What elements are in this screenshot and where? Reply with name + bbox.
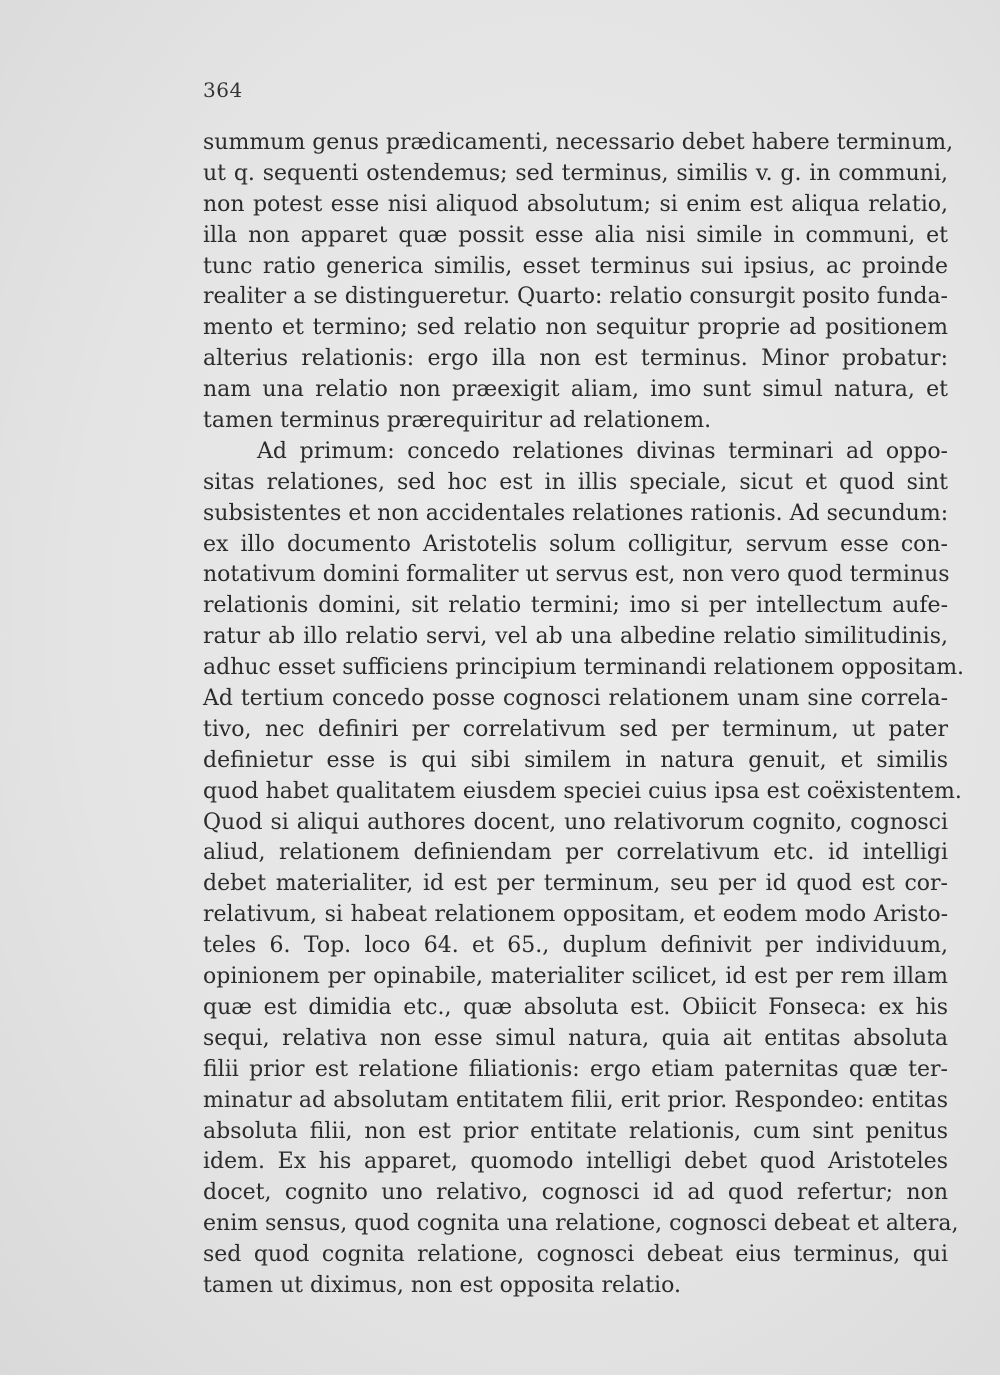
text-line: ut q. sequenti ostendemus; sed terminus, similis v. g. in communi,: [203, 160, 948, 186]
text-line: absoluta filii, non est prior entitate relationis, cum sint penitus: [203, 1118, 948, 1144]
text-line: realiter a se distingueretur. Quarto: relatio consurgit posito funda-: [203, 284, 948, 310]
text-line: alterius relationis: ergo illa non est terminus. Minor probatur:: [203, 346, 948, 372]
text-line: Ad primum: concedo relationes divinas terminari ad oppo-: [257, 438, 948, 464]
text-line: non potest esse nisi aliquod absolutum; si enim est aliqua relatio,: [203, 191, 948, 217]
text-line: enim sensus, quod cognita una relatione, cognosci debeat et altera,: [203, 1211, 959, 1237]
text-line: sed quod cognita relatione, cognosci debeat eius terminus, qui: [203, 1242, 948, 1268]
text-line: tamen ut diximus, non est opposita relatio.: [203, 1272, 681, 1298]
text-line: quod habet qualitatem eiusdem speciei cuius ipsa est coëxistentem.: [203, 778, 962, 804]
text-line: relationis domini, sit relatio termini; imo si per intellectum aufe-: [203, 593, 948, 619]
text-line: definietur esse is qui sibi similem in natura genuit, et similis: [203, 747, 948, 773]
text-line: illa non apparet quæ possit esse alia nisi simile in communi, et: [203, 222, 948, 248]
text-line: sequi, relativa non esse simul natura, quia ait entitas absoluta: [203, 1025, 948, 1051]
body-text: [203, 128, 965, 1302]
text-line: debet materialiter, id est per terminum, seu per id quod est cor-: [203, 871, 948, 897]
text-line: adhuc esset sufficiens principium terminandi relationem oppositam.: [203, 655, 965, 681]
text-line: mento et termino; sed relatio non sequitur proprie ad positionem: [203, 315, 948, 341]
text-line: tunc ratio generica similis, esset terminus sui ipsius, ac proinde: [203, 253, 948, 279]
text-line: idem. Ex his apparet, quomodo intelligi debet quod Aristoteles: [203, 1149, 948, 1175]
text-line: notativum domini formaliter ut servus est, non vero quod terminus: [203, 562, 950, 588]
text-line: teles 6. Top. loco 64. et 65., duplum definivit per individuum,: [203, 933, 948, 959]
text-line: tivo, nec definiri per correlativum sed per terminum, ut pater: [203, 716, 948, 742]
text-line: nam una relatio non præexigit aliam, imo sunt simul natura, et: [203, 377, 948, 403]
text-line: docet, cognito uno relativo, cognosci id ad quod refertur; non: [203, 1180, 948, 1206]
text-line: ex illo documento Aristotelis solum colligitur, servum esse con-: [203, 531, 948, 557]
paragraph: [203, 437, 965, 1302]
page-number: 364: [203, 78, 243, 102]
text-line: opinionem per opinabile, materialiter scilicet, id est per rem illam: [203, 964, 948, 990]
paragraph: [203, 128, 954, 437]
text-line: sitas relationes, sed hoc est in illis speciale, sicut et quod sint: [203, 469, 948, 495]
text-line: summum genus prædicamenti, necessario debet habere terminum,: [203, 130, 954, 155]
text-line: aliud, relationem definiendam per correlativum etc. id intelligi: [203, 840, 948, 866]
text-line: subsistentes et non accidentales relationes rationis. Ad secundum:: [203, 500, 949, 526]
text-line: minatur ad absolutam entitatem filii, erit prior. Respondeo: entitas: [203, 1087, 948, 1113]
text-line: Ad tertium concedo posse cognosci relationem unam sine correla-: [203, 686, 948, 712]
text-line: filii prior est relatione filiationis: ergo etiam paternitas quæ ter-: [203, 1056, 948, 1082]
text-line: tamen terminus prærequiritur ad relationem.: [203, 408, 712, 434]
text-line: quæ est dimidia etc., quæ absoluta est. Obiicit Fonseca: ex his: [203, 994, 948, 1020]
text-line: relativum, si habeat relationem oppositam, et eodem modo Aristo-: [203, 902, 948, 928]
text-line: ratur ab illo relatio servi, vel ab una albedine relatio similitudinis,: [203, 624, 948, 650]
text-line: Quod si aliqui authores docent, uno relativorum cognito, cognosci: [203, 809, 948, 835]
